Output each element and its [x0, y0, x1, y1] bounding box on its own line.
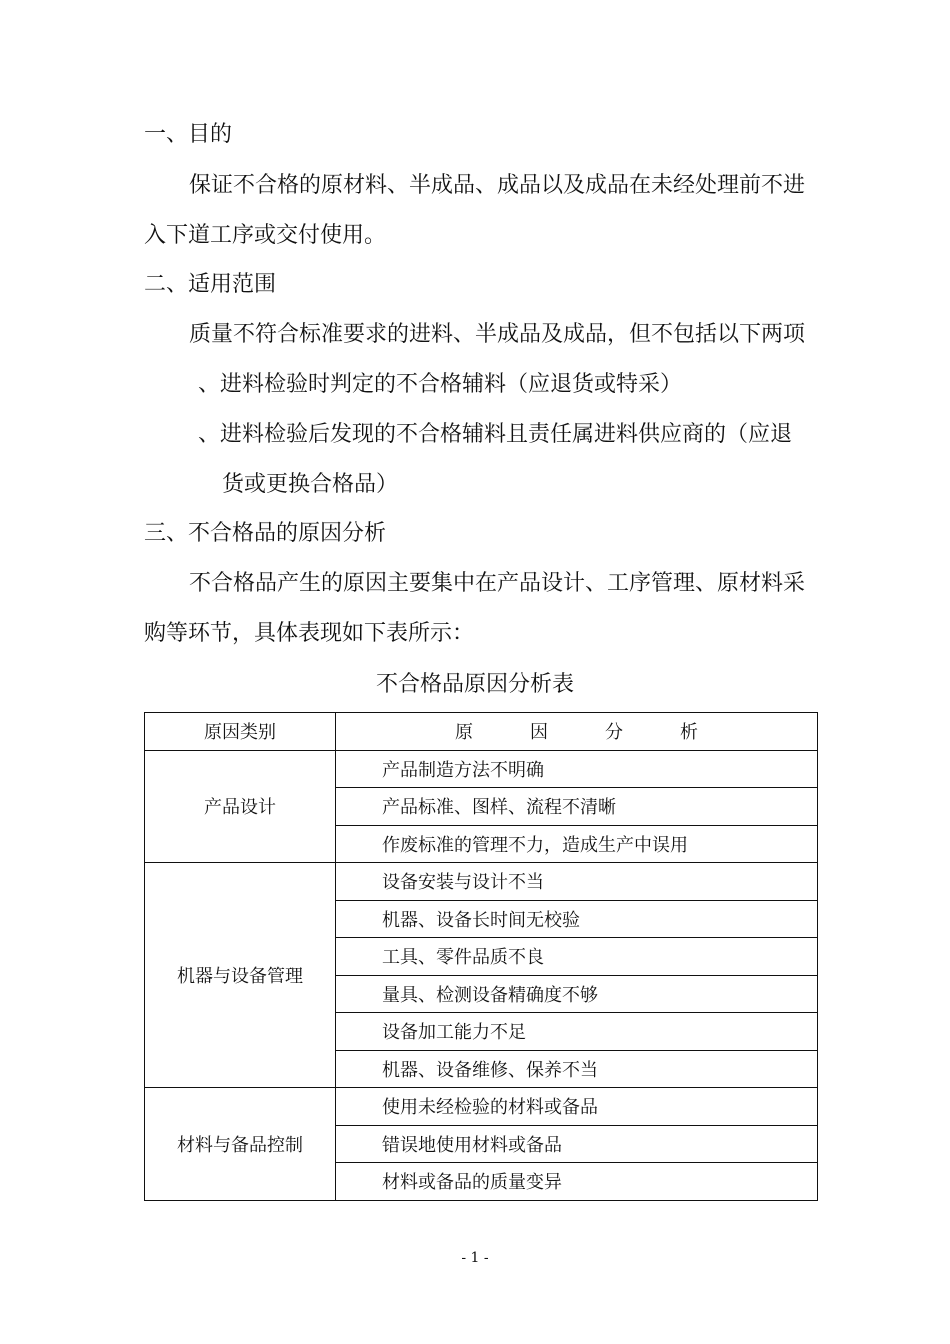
- section-3-paragraph-line-2: 购等环节，具体表现如下表所示：: [144, 621, 475, 646]
- section-3-heading: 三、不合格品的原因分析: [144, 521, 387, 546]
- table-header-row: [145, 713, 818, 751]
- cause-analysis-table: [144, 712, 818, 1201]
- reason-cell: 设备安装与设计不当: [336, 863, 818, 901]
- reason-cell: 机器、设备长时间无校验: [336, 900, 818, 938]
- section-1-paragraph-line-1: 保证不合格的原材料、半成品、成品以及成品在未经处理前不进: [189, 173, 806, 198]
- section-2-paragraph: 质量不符合标准要求的进料、半成品及成品，但不包括以下两项: [189, 322, 806, 347]
- table-row: [145, 750, 818, 788]
- header-category: 原因类别: [145, 713, 336, 751]
- header-analysis-char: 分: [605, 722, 623, 744]
- table-caption: 不合格品原因分析表: [375, 672, 574, 697]
- section-2-item-1: 、进料检验时判定的不合格辅料（应退货或特采）: [198, 372, 683, 397]
- section-2-item-2-line-2: 货或更换合格品）: [222, 472, 399, 497]
- reason-cell: 工具、零件品质不良: [336, 938, 818, 976]
- reason-cell: 机器、设备维修、保养不当: [336, 1050, 818, 1088]
- section-1-heading: 一、目的: [144, 122, 233, 147]
- reason-cell: 设备加工能力不足: [336, 1013, 818, 1051]
- reason-cell: 量具、检测设备精确度不够: [336, 975, 818, 1013]
- reason-cell: 材料或备品的质量变异: [336, 1163, 818, 1201]
- section-2-heading: 二、适用范围: [144, 272, 277, 297]
- reason-cell: 产品标准、图样、流程不清晰: [336, 788, 818, 826]
- header-analysis-char: 因: [530, 722, 548, 744]
- table-row: [145, 863, 818, 901]
- section-3-paragraph-line-1: 不合格品产生的原因主要集中在产品设计、工序管理、原材料采: [189, 571, 806, 596]
- header-analysis-char: 原: [455, 722, 473, 744]
- section-1-paragraph-line-2: 入下道工序或交付使用。: [144, 223, 387, 248]
- category-cell: 机器与设备管理: [145, 863, 336, 1088]
- header-analysis-char: 析: [680, 722, 698, 744]
- header-analysis: [336, 713, 818, 751]
- category-cell: 产品设计: [145, 750, 336, 863]
- table-row: [145, 1088, 818, 1126]
- section-2-item-2-line-1: 、进料检验后发现的不合格辅料且责任属进料供应商的（应退: [198, 422, 793, 447]
- reason-cell: 产品制造方法不明确: [336, 750, 818, 788]
- reason-cell: 使用未经检验的材料或备品: [336, 1088, 818, 1126]
- page-number: - 1 -: [461, 1250, 489, 1266]
- reason-cell: 作废标准的管理不力，造成生产中误用: [336, 825, 818, 863]
- category-cell: 材料与备品控制: [145, 1088, 336, 1201]
- reason-cell: 错误地使用材料或备品: [336, 1125, 818, 1163]
